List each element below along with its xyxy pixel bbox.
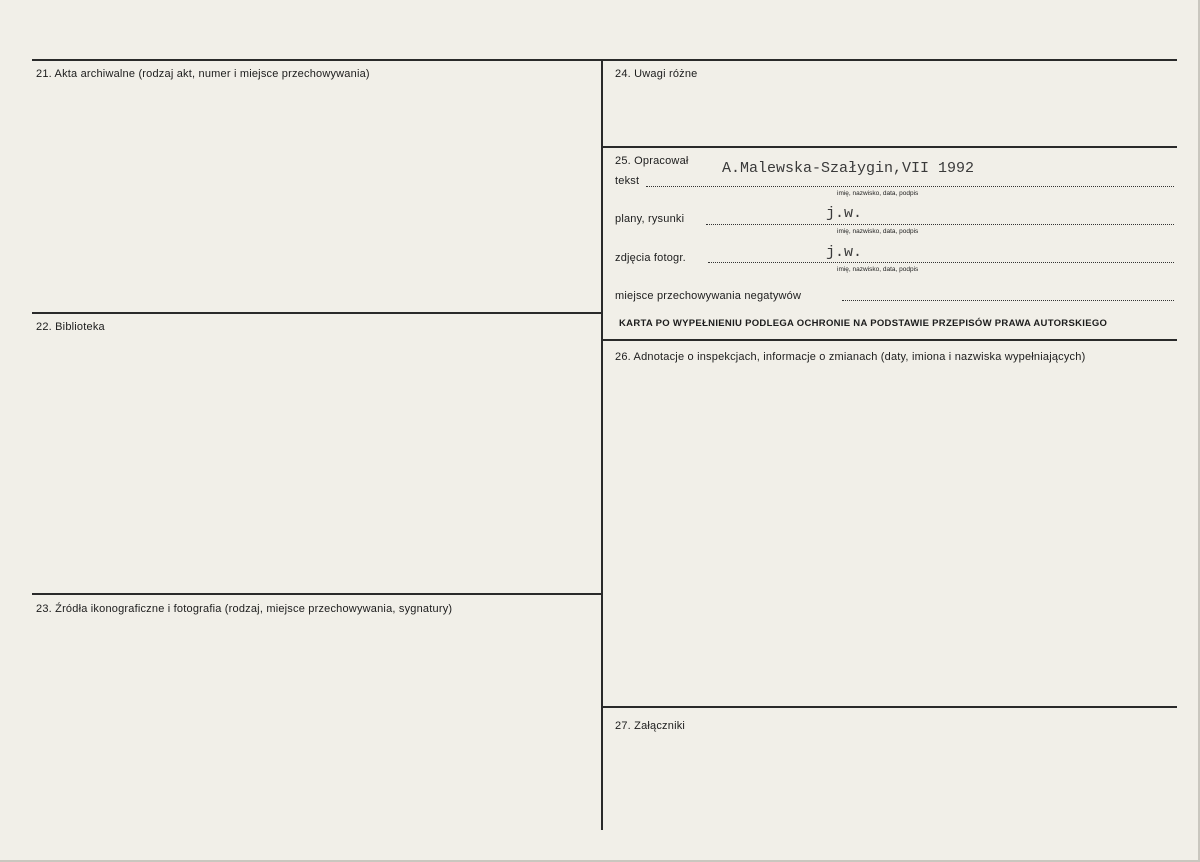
rule-23 xyxy=(32,593,601,595)
photos-value: j.w. xyxy=(826,244,863,261)
plans-dotted-line xyxy=(706,224,1174,225)
rule-22 xyxy=(32,312,601,314)
plans-caption: imię, nazwisko, data, podpis xyxy=(837,228,919,235)
section-26-label: 26. Adnotacje o inspekcjach, informacje o zmianach (daty, imiona i nazwiska wypełniających) xyxy=(615,351,1086,363)
rule-27 xyxy=(603,706,1177,708)
section-21-label: 21. Akta archiwalne (rodzaj akt, numer i miejsce przechowywania) xyxy=(36,68,370,80)
section-25-label: 25. Opracował xyxy=(615,155,689,167)
text-dotted-line xyxy=(646,186,1174,187)
section-27-label: 27. Załączniki xyxy=(615,720,686,732)
negatives-dotted-line xyxy=(842,300,1174,301)
rule-26 xyxy=(603,339,1177,341)
negatives-label: miejsce przechowywania negatywów xyxy=(615,290,802,302)
text-caption: imię, nazwisko, data, podpis xyxy=(837,190,919,197)
plans-label: plany, rysunki xyxy=(615,213,685,225)
text-author-value: A.Malewska-Szałygin,VII 1992 xyxy=(722,160,975,177)
rule-25 xyxy=(603,146,1177,148)
plans-value: j.w. xyxy=(826,205,863,222)
copyright-notice: KARTA PO WYPEŁNIENIU PODLEGA OCHRONIE NA PODSTAWIE PRZEPISÓW PRAWA AUTORSKIEGO xyxy=(619,318,1108,329)
text-label: tekst xyxy=(615,175,640,187)
photos-caption: imię, nazwisko, data, podpis xyxy=(837,266,919,273)
top-rule xyxy=(32,59,1177,61)
photos-dotted-line xyxy=(708,262,1174,263)
photos-label: zdjęcia fotogr. xyxy=(615,252,686,264)
section-22-label: 22. Biblioteka xyxy=(36,321,105,333)
center-divider xyxy=(601,59,603,830)
section-23-label: 23. Źródła ikonograficzne i fotografia (rodzaj, miejsce przechowywania, sygnatury) xyxy=(36,603,453,615)
section-24-label: 24. Uwagi różne xyxy=(615,68,698,80)
